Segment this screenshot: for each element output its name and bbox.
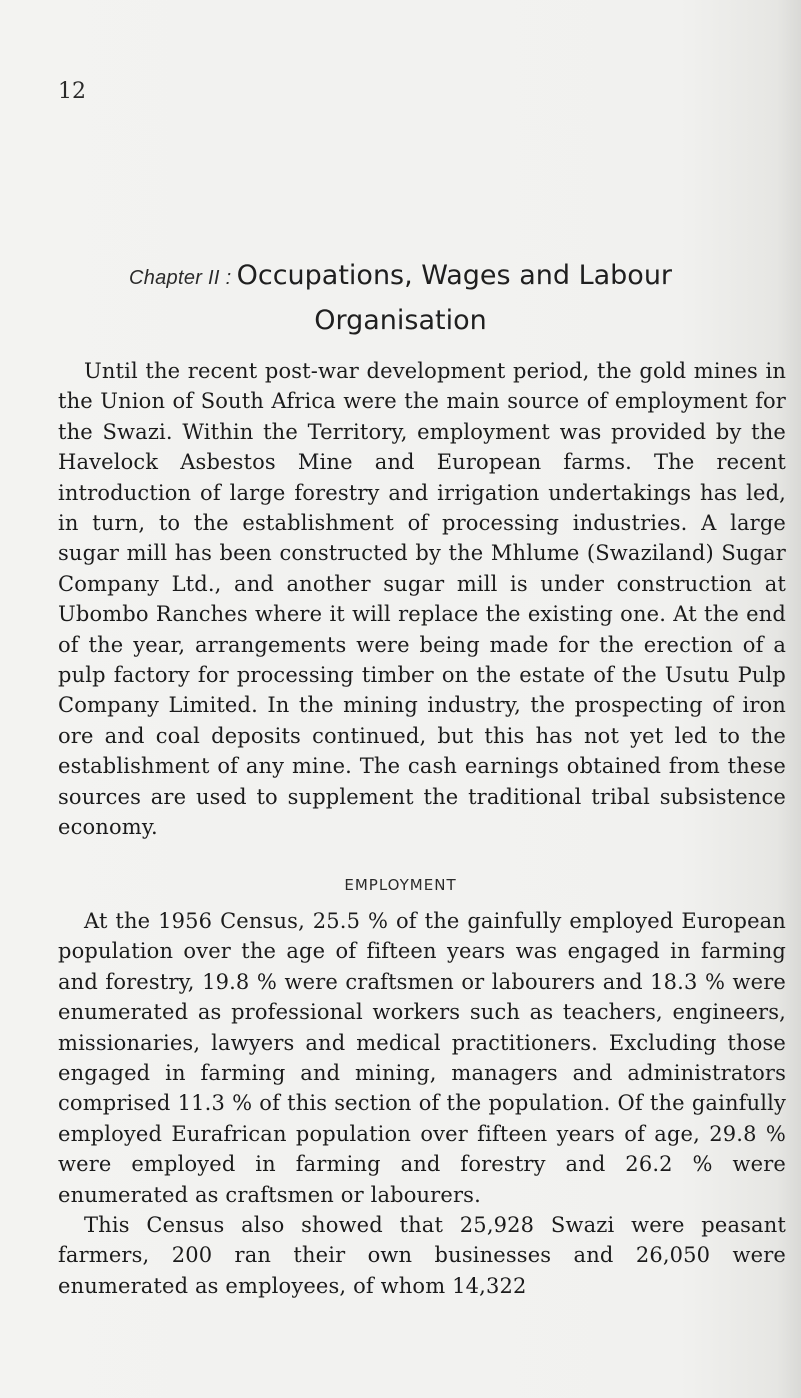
chapter-label: Chapter II :: [128, 267, 232, 289]
employment-section: [58, 906, 786, 1301]
chapter-heading-line-2: [0, 301, 801, 341]
employment-paragraph-2: This Census also showed that 25,928 Swazi were peasant farmers, 200 ran their own businesses and 26,050 were enumerated as employees, of whom 14,322: [58, 1213, 786, 1298]
chapter-heading: [0, 255, 801, 341]
chapter-title-line-2: Organisation: [314, 305, 487, 336]
chapter-title-line-1: Occupations, Wages and Labour: [236, 260, 673, 291]
page-number: 12: [58, 79, 86, 104]
section-heading-employment: EMPLOYMENT: [344, 876, 457, 894]
employment-paragraph-1: At the 1956 Census, 25.5 % of the gainfully employed European population over the age of fifteen years was engaged in farming and forestry, 19.8 % were craftsmen or labourers and 18.3 % were enumerated as professional workers such as teachers, engineers, missionaries, lawyers and medical practitioners. Excluding those engaged in farming and mining, managers and administrators comprised 11.3 % of this section of the population. Of the gainfully employed Eurafrican population over fifteen years of age, 29.8 % were employed in farming and forestry and 26.2 % were enumerated as craftsmen or labourers.: [58, 909, 786, 1207]
intro-paragraph: Until the recent post-war development period, the gold mines in the Union of South Africa were the main source of employment for the Swazi. Within the Territory, employment was provided by the Havelock Asbestos Mine and European farms. The recent introduction of large forestry and irrigation undertakings has led, in turn, to the establishment of processing industries. A large sugar mill has been constructed by the Mhlume (Swaziland) Sugar Company Ltd., and another sugar mill is under construction at Ubombo Ranches where it will replace the existing one. At the end of the year, arrangements were being made for the erection of a pulp factory for processing timber on the estate of the Usutu Pulp Company Limited. In the mining industry, the prospecting of iron ore and coal deposits continued, but this has not yet led to the establishment of any mine. The cash earnings obtained from these sources are used to supplement the traditional tribal subsistence economy.: [58, 359, 786, 840]
intro-section: [58, 356, 786, 843]
chapter-heading-line-1: [0, 255, 801, 297]
